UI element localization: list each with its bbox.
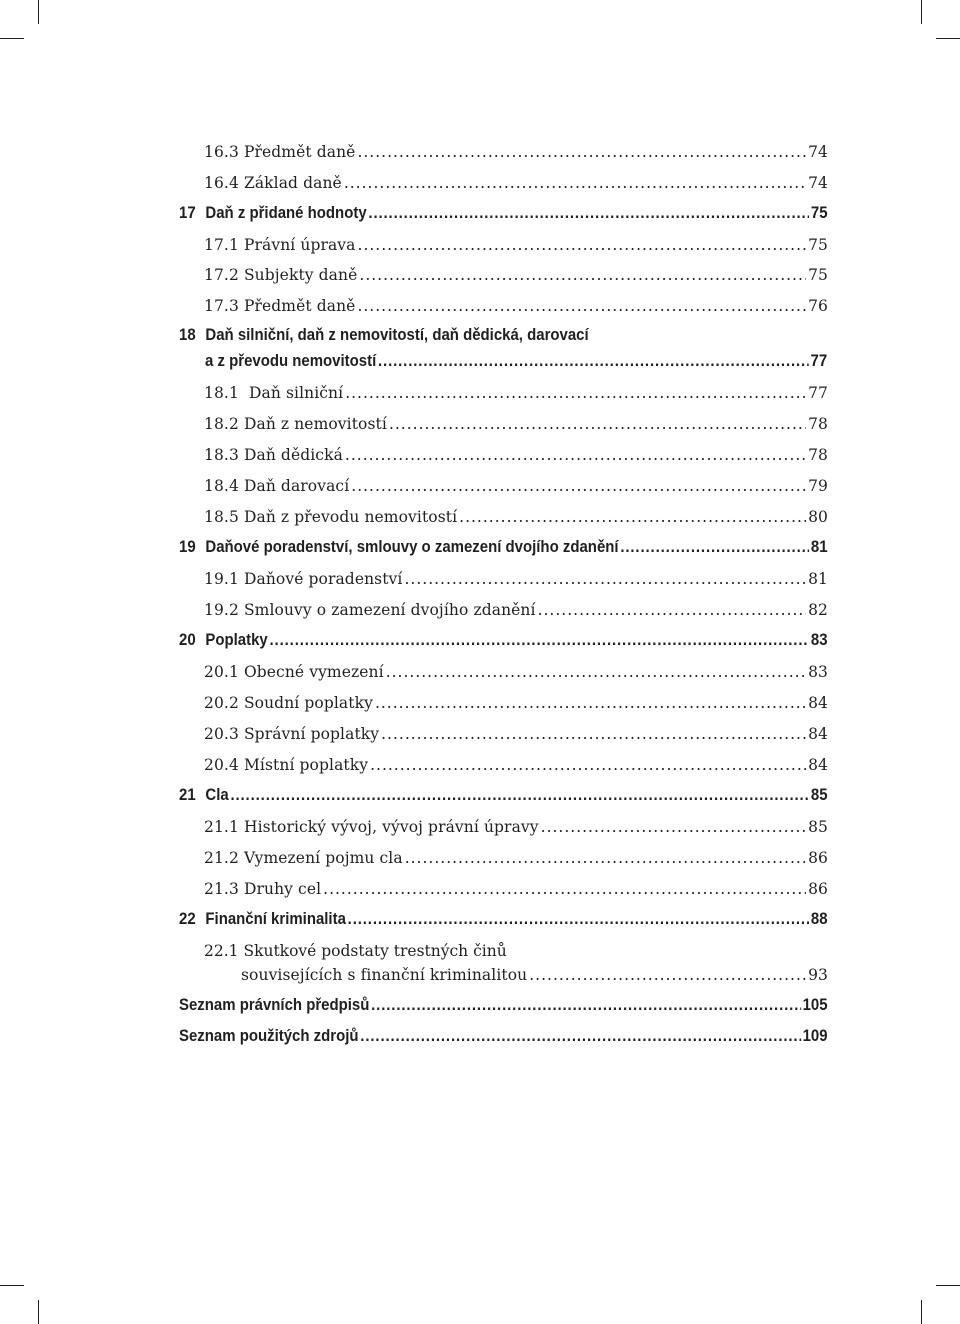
toc-entry[interactable]: [204, 143, 828, 161]
toc-title: Finanční kriminalita: [205, 909, 346, 928]
crop-mark-top-right-h: [936, 38, 960, 39]
toc-entry[interactable]: [204, 477, 828, 495]
toc-number: 18.3: [204, 446, 239, 464]
toc-number: 18.1: [204, 384, 239, 402]
toc-page: 88: [810, 909, 828, 928]
toc-page: 77: [810, 351, 828, 370]
toc-title: Místní poplatky: [243, 756, 369, 774]
toc-title: Skutkové podstaty trestných činů: [243, 942, 507, 960]
toc-number: 17.2: [204, 266, 239, 284]
toc-leader: [357, 143, 806, 161]
toc-title-continuation: a z převodu nemovitostí: [205, 351, 377, 370]
toc-title: Daň silniční, daň z nemovitostí, daň dědická, darovací: [205, 325, 589, 344]
toc-title: Obecné vymezení: [243, 663, 384, 681]
toc-leader: [370, 756, 806, 774]
toc-entry[interactable]: [204, 266, 828, 284]
toc-entry[interactable]: [204, 570, 828, 588]
toc-number: 20.4: [204, 756, 239, 774]
toc-number: 19: [179, 537, 196, 556]
toc-number: 22: [179, 909, 196, 928]
toc-number: 21.2: [204, 849, 239, 867]
crop-mark-top-left-v: [38, 0, 39, 24]
toc-title: Daň dědická: [243, 446, 343, 464]
toc-leader: [344, 174, 806, 192]
toc-leader: [358, 236, 807, 254]
toc-leader: [405, 849, 806, 867]
toc-page: 83: [808, 663, 828, 681]
toc-title: Soudní poplatky: [243, 694, 373, 712]
toc-chapter-entry[interactable]: [179, 630, 828, 650]
toc-leader: [538, 601, 806, 619]
toc-title: Seznam použitých zdrojů: [179, 1026, 359, 1045]
toc-number: 17: [179, 203, 196, 222]
toc-number: 21.3: [204, 880, 239, 898]
toc-entry[interactable]: [204, 384, 828, 402]
toc-entry[interactable]: [204, 725, 828, 743]
crop-mark-top-right-v: [921, 0, 922, 24]
toc-entry[interactable]: [204, 818, 828, 836]
toc-entry[interactable]: [204, 415, 828, 433]
toc-title: Daň z nemovitostí: [243, 415, 387, 433]
toc-chapter-entry[interactable]: [179, 785, 828, 805]
toc-title: Daň z převodu nemovitostí: [243, 508, 458, 526]
toc-page: 84: [808, 694, 828, 712]
toc-number: 16.4: [204, 174, 239, 192]
toc-page: 85: [808, 818, 828, 836]
toc-page: 74: [808, 174, 828, 192]
toc-page: 77: [808, 384, 828, 402]
toc-entry[interactable]: [204, 236, 828, 254]
toc-title: Cla: [205, 785, 229, 804]
toc-leader: [357, 297, 806, 315]
toc-entry[interactable]: [204, 601, 828, 619]
toc-title: Historický vývoj, vývoj právní úpravy: [243, 818, 539, 836]
toc-page: 78: [808, 415, 828, 433]
toc-page: 84: [808, 756, 828, 774]
toc-leader: [375, 694, 806, 712]
toc-title: Vymezení pojmu cla: [243, 849, 403, 867]
toc-page: 75: [808, 266, 828, 284]
toc-entry[interactable]: [204, 446, 828, 464]
toc-number: 18: [179, 325, 196, 344]
toc-leader: [404, 570, 806, 588]
toc-number: 18.2: [204, 415, 239, 433]
crop-mark-bottom-left-h: [0, 1285, 24, 1286]
toc-number: 20.3: [204, 725, 239, 743]
toc-leader: [270, 630, 810, 650]
toc-number: 17.3: [204, 297, 239, 315]
crop-mark-bottom-left-v: [38, 1300, 39, 1324]
toc-leader: [371, 995, 801, 1015]
toc-leader: [360, 1026, 801, 1046]
toc-leader: [345, 384, 806, 402]
toc-page: 78: [808, 446, 828, 464]
toc-chapter-entry[interactable]: [179, 537, 828, 557]
toc-leader: [368, 203, 809, 223]
toc-page: 81: [810, 537, 828, 556]
toc-title: Poplatky: [205, 630, 268, 649]
toc-entry[interactable]: [204, 756, 828, 774]
toc-page: 75: [808, 236, 828, 254]
toc-title: Druhy cel: [243, 880, 322, 898]
toc-number: 21.1: [204, 818, 239, 836]
toc-number: 18.5: [204, 508, 239, 526]
toc-leader: [323, 880, 806, 898]
toc-chapter-entry[interactable]: [205, 351, 827, 371]
toc-chapter-title-line1[interactable]: [179, 325, 589, 345]
toc-page: 82: [808, 601, 828, 619]
toc-leader: [389, 415, 806, 433]
toc-title: Daň z přidané hodnoty: [205, 203, 367, 222]
toc-title: Daňové poradenství, smlouvy o zamezení dvojího zdanění: [205, 537, 619, 556]
toc-chapter-entry[interactable]: [179, 909, 828, 929]
toc-number: 17.1: [204, 236, 239, 254]
toc-number: 18.4: [204, 477, 239, 495]
toc-title: Daň silniční: [248, 384, 344, 402]
toc-leader: [230, 785, 809, 805]
toc-title: Smlouvy o zamezení dvojího zdanění: [243, 601, 536, 619]
toc-page: 75: [810, 203, 828, 222]
toc-leader: [386, 663, 806, 681]
toc-page: 84: [808, 725, 828, 743]
toc-entry-line1[interactable]: [204, 942, 507, 960]
toc-leader: [529, 966, 806, 984]
toc-leader: [359, 266, 806, 284]
toc-entry[interactable]: [204, 694, 828, 712]
toc-page: 86: [808, 849, 828, 867]
toc-entry[interactable]: [241, 966, 828, 984]
toc-leader: [351, 477, 806, 495]
toc-title: Právní úprava: [243, 236, 356, 254]
toc-leader: [541, 818, 806, 836]
toc-page: 80: [808, 508, 828, 526]
toc-number: 19.1: [204, 570, 239, 588]
toc-entry[interactable]: [204, 508, 828, 526]
toc-backmatter-entry[interactable]: [179, 1026, 828, 1046]
toc-number: 20.2: [204, 694, 239, 712]
toc-leader: [381, 725, 806, 743]
toc-number: 22.1: [204, 942, 239, 960]
toc-title: Daňové poradenství: [243, 570, 403, 588]
toc-number: 16.3: [204, 143, 239, 161]
toc-entry[interactable]: [204, 174, 828, 192]
toc-entry[interactable]: [204, 297, 828, 315]
toc-entry[interactable]: [204, 663, 828, 681]
toc-title: Seznam právních předpisů: [179, 995, 370, 1014]
toc-page: 109: [802, 1026, 828, 1045]
toc-number: 19.2: [204, 601, 239, 619]
toc-page: 85: [810, 785, 828, 804]
crop-mark-bottom-right-v: [921, 1300, 922, 1324]
toc-number: 20.1: [204, 663, 239, 681]
crop-mark-bottom-right-h: [936, 1285, 960, 1286]
toc-page: 93: [808, 966, 828, 984]
toc-page: 81: [808, 570, 828, 588]
toc-title-continuation: souvisejících s finanční kriminalitou: [241, 966, 528, 984]
toc-page: 79: [808, 477, 828, 495]
toc-number: 21: [179, 785, 196, 804]
crop-mark-top-left-h: [0, 38, 24, 39]
toc-title: Subjekty daně: [243, 266, 358, 284]
toc-title: Předmět daně: [243, 297, 356, 315]
toc-page: 86: [808, 880, 828, 898]
toc-title: Daň darovací: [243, 477, 350, 495]
toc-title: Předmět daně: [243, 143, 356, 161]
toc-page: 76: [808, 297, 828, 315]
toc-entry[interactable]: [204, 880, 828, 898]
toc-chapter-entry[interactable]: [179, 203, 828, 223]
toc-page: 74: [808, 143, 828, 161]
toc-leader: [459, 508, 806, 526]
toc-page: 83: [810, 630, 828, 649]
toc-leader: [620, 537, 809, 557]
toc-leader: [348, 909, 809, 929]
toc-leader: [345, 446, 806, 464]
toc-title: Správní poplatky: [243, 725, 380, 743]
toc-leader: [378, 351, 809, 371]
toc-entry[interactable]: [204, 849, 828, 867]
toc-title: Základ daně: [243, 174, 342, 192]
toc-number: 20: [179, 630, 196, 649]
toc-page: 105: [802, 995, 828, 1014]
toc-backmatter-entry[interactable]: [179, 995, 828, 1015]
